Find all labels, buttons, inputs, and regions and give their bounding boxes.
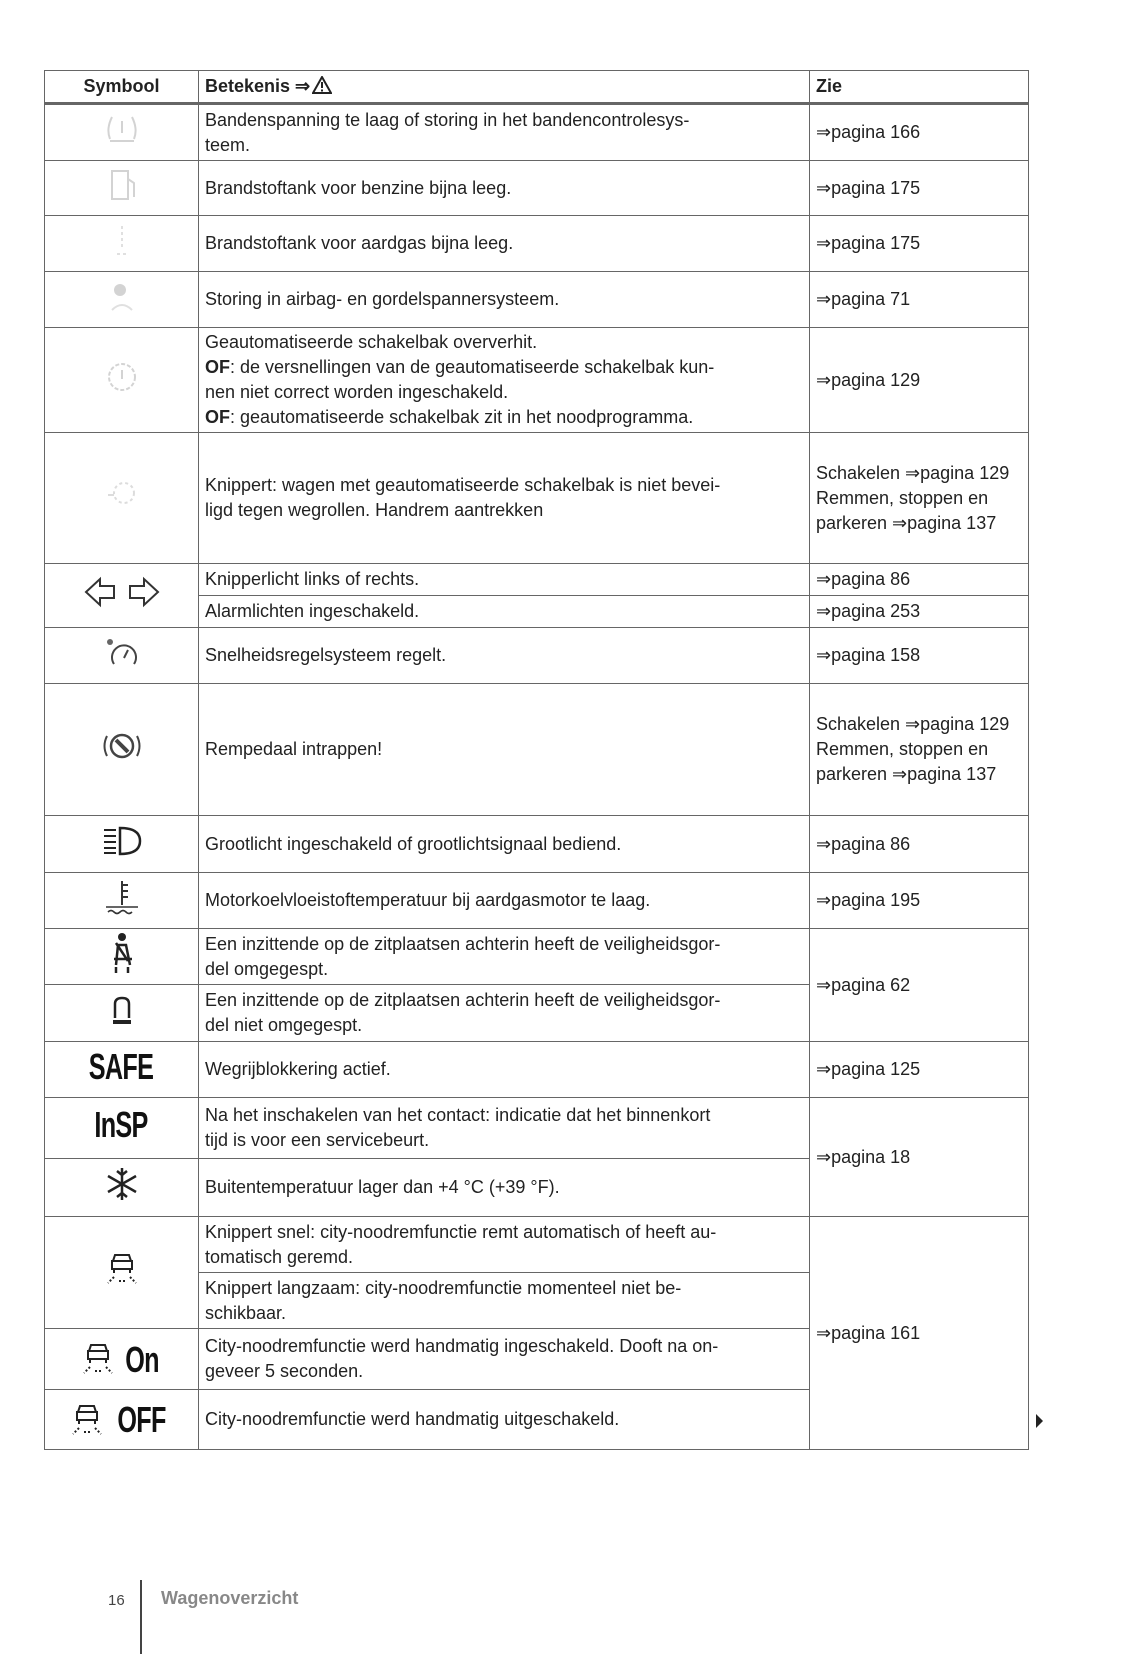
symbol-cell (45, 1159, 199, 1217)
symbol-cell (45, 628, 199, 684)
meaning-cell (199, 1042, 810, 1098)
meaning-text: Buitentemperatuur lager dan +4 °C (+39 °F). (205, 1177, 560, 1197)
high-beam-icon (100, 823, 144, 859)
gas-tank-icon (107, 220, 137, 260)
meaning-text: City-noodremfunctie werd handmatig uitgeschakeld. (205, 1409, 620, 1429)
table-header (45, 71, 1029, 104)
continue-arrow-icon (1036, 1414, 1043, 1428)
meaning-text: Brandstoftank voor aardgas bijna leeg. (205, 233, 514, 253)
table-row (45, 104, 1029, 161)
symbol-cell (45, 161, 199, 216)
symbol-cell (45, 328, 199, 433)
meaning-cell (199, 104, 810, 161)
symbol-cell (45, 564, 199, 628)
airbag-icon (104, 276, 140, 316)
see-cell (810, 816, 1029, 873)
meaning-text: Rempedaal intrappen! (205, 739, 383, 759)
cruise-control-icon (100, 632, 144, 672)
brake-pedal-icon (100, 726, 144, 766)
page-reference-link[interactable]: ⇒pagina 129 (816, 369, 921, 390)
symbol-cell (45, 816, 199, 873)
meaning-text: ligd tegen wegrollen. Handrem aantrekken (205, 500, 544, 520)
see-cell (810, 328, 1029, 433)
meaning-text: Alarmlichten ingeschakeld. (205, 601, 420, 621)
meaning-text (205, 355, 803, 380)
meaning-cell (199, 272, 810, 328)
meaning-cell (199, 816, 810, 873)
meaning-text: Snelheidsregelsysteem regelt. (205, 645, 447, 665)
symbol-cell (45, 1217, 199, 1329)
meaning-text: Een inzittende op de zitplaatsen achterin heeft de veiligheidsgor- (205, 933, 721, 954)
meaning-text: Knippert: wagen met geautomatiseerde schakelbak is niet bevei- (205, 475, 721, 495)
meaning-cell (199, 161, 810, 216)
page-reference-link[interactable]: ⇒pagina 86 (816, 569, 911, 589)
symbol-cell (45, 873, 199, 929)
table-row (45, 433, 1029, 564)
seatbelt-fastened-icon (104, 931, 140, 975)
table-row (45, 1217, 1029, 1273)
page-reference-link[interactable]: ⇒pagina 175 (816, 233, 921, 253)
meaning-cell (199, 1273, 810, 1329)
off-symbol: OFF (117, 1399, 166, 1440)
see-cell (810, 104, 1029, 161)
see-cell (810, 684, 1029, 816)
meaning-text: tijd is voor een servicebeurt. (205, 1130, 430, 1150)
table-row (45, 816, 1029, 873)
section-title: Wagenoverzicht (161, 1588, 299, 1608)
see-cell (810, 929, 1029, 1042)
page-reference-link[interactable]: Remmen, stoppen en parkeren ⇒pagina 137 (816, 487, 997, 533)
table-row (45, 161, 1029, 216)
page-reference-link[interactable]: ⇒pagina 158 (816, 645, 921, 665)
meaning-cell (199, 216, 810, 272)
see-cell (810, 272, 1029, 328)
meaning-text: Knippert snel: city-noodremfunctie remt automatisch of heeft au- (205, 1221, 717, 1242)
meaning-text: Grootlicht ingeschakeld of grootlichtsignaal bediend. (205, 833, 622, 854)
meaning-cell (199, 1217, 810, 1273)
table-row (45, 216, 1029, 272)
safe-symbol: SAFE (89, 1045, 154, 1087)
meaning-text: schikbaar. (205, 1302, 287, 1323)
meaning-text: Storing in airbag- en gordelspannersysteem. (205, 289, 560, 309)
table-row (45, 1042, 1029, 1098)
meaning-text: Bandenspanning te laag of storing in het bandencontrolesys- (205, 109, 690, 130)
symbol-cell (45, 104, 199, 161)
symbol-cell (45, 1098, 199, 1159)
gearbox-warning-icon (102, 357, 142, 397)
on-symbol: On (124, 1338, 159, 1380)
see-cell (810, 564, 1029, 596)
table-row (45, 328, 1029, 433)
table-row (45, 873, 1029, 929)
table-row (45, 684, 1029, 816)
symbol-cell (45, 929, 199, 985)
page-reference-link[interactable]: Schakelen ⇒pagina 129 (816, 714, 1010, 734)
meaning-text: Knipperlicht links of rechts. (205, 569, 420, 589)
table-row (45, 929, 1029, 985)
meaning-text: Na het inschakelen van het contact: indicatie dat het binnenkort (205, 1105, 711, 1125)
meaning-cell (199, 628, 810, 684)
city-emergency-brake-icon (67, 1402, 107, 1438)
meaning-text: nen niet correct worden ingeschakeld. (205, 382, 509, 402)
or-label: OF (205, 407, 230, 427)
see-cell (810, 628, 1029, 684)
page-reference-link[interactable]: ⇒pagina 166 (816, 122, 921, 142)
table-row (45, 628, 1029, 684)
inspection-symbol: InSP (94, 1104, 149, 1145)
meaning-cell (199, 684, 810, 816)
or-label: OF (205, 357, 230, 377)
meaning-text-part: : geautomatiseerde schakelbak zit in het noodprogramma. (230, 407, 694, 427)
table-row (45, 272, 1029, 328)
table-row (45, 564, 1029, 596)
page-reference-link[interactable]: ⇒pagina 86 (816, 833, 911, 854)
turn-signal-arrows-icon (82, 572, 162, 612)
see-cell (810, 1042, 1029, 1098)
see-cell (810, 433, 1029, 564)
meaning-text: tomatisch geremd. (205, 1246, 354, 1267)
page-reference-link[interactable]: Schakelen ⇒pagina 129 (816, 462, 1010, 483)
meaning-cell (199, 985, 810, 1042)
tire-pressure-icon (102, 109, 142, 149)
page-reference-link[interactable]: Remmen, stoppen en parkeren ⇒pagina 137 (816, 739, 997, 784)
symbol-table (44, 70, 1029, 1450)
warning-triangle-icon (312, 76, 332, 94)
city-emergency-brake-icon (78, 1341, 118, 1377)
meaning-text: Knippert langzaam: city-noodremfunctie momenteel niet be- (205, 1277, 682, 1298)
symbol-cell (45, 684, 199, 816)
header-see: Zie (810, 71, 1029, 104)
city-emergency-brake-icon (102, 1251, 142, 1287)
meaning-cell (199, 873, 810, 929)
page-reference-link[interactable]: ⇒pagina 18 (816, 1146, 911, 1167)
fuel-tank-icon (104, 165, 140, 205)
header-symbol: Symbool (45, 71, 199, 104)
footer-divider (140, 1580, 142, 1654)
meaning-cell (199, 1329, 810, 1390)
symbol-cell (45, 1390, 199, 1450)
symbol-cell (45, 1329, 199, 1390)
page-reference-link[interactable]: ⇒pagina 253 (816, 601, 921, 621)
snowflake-icon (104, 1164, 140, 1204)
meaning-cell (199, 433, 810, 564)
meaning-text (205, 405, 803, 430)
meaning-text: City-noodremfunctie werd handmatig ingeschakeld. Dooft na on- (205, 1336, 719, 1356)
page-reference-link[interactable]: ⇒pagina 175 (816, 177, 921, 198)
meaning-text: del niet omgegespt. (205, 1015, 363, 1035)
page-reference-link[interactable]: ⇒pagina 62 (816, 974, 911, 995)
coolant-temperature-icon (100, 877, 144, 917)
meaning-text: teem. (205, 134, 251, 155)
meaning-text: Wegrijblokkering actief. (205, 1059, 391, 1079)
meaning-text: Geautomatiseerde schakelbak oververhit. (205, 332, 538, 352)
symbol-cell (45, 1042, 199, 1098)
page-reference-link[interactable]: ⇒pagina 161 (816, 1322, 921, 1343)
symbol-cell (45, 433, 199, 564)
seat-unfastened-icon (107, 992, 137, 1028)
meaning-cell (199, 929, 810, 985)
page-reference-link[interactable]: ⇒pagina 71 (816, 289, 911, 309)
meaning-text-part: : de versnellingen van de geautomatiseerde schakelbak kun- (230, 357, 715, 377)
gearbox-rollaway-icon (102, 475, 142, 515)
header-meaning (199, 71, 810, 104)
meaning-text: geveer 5 seconden. (205, 1361, 364, 1381)
meaning-text: del omgegespt. (205, 958, 329, 979)
symbol-cell (45, 272, 199, 328)
see-cell (810, 873, 1029, 929)
meaning-cell (199, 564, 810, 596)
meaning-cell (199, 1390, 810, 1450)
header-meaning-label: Betekenis ⇒ (205, 76, 311, 96)
see-cell (810, 596, 1029, 628)
meaning-cell (199, 328, 810, 433)
see-cell (810, 216, 1029, 272)
page-reference-link[interactable]: ⇒pagina 195 (816, 890, 921, 910)
meaning-cell (199, 1098, 810, 1159)
meaning-text: Motorkoelvloeistoftemperatuur bij aardgasmotor te laag. (205, 890, 651, 910)
page-number: 16 (108, 1592, 125, 1609)
meaning-text: Een inzittende op de zitplaatsen achterin heeft de veiligheidsgor- (205, 990, 721, 1010)
symbol-cell (45, 985, 199, 1042)
meaning-text: Brandstoftank voor benzine bijna leeg. (205, 177, 512, 198)
see-cell (810, 1098, 1029, 1217)
meaning-cell (199, 596, 810, 628)
see-cell (810, 1217, 1029, 1450)
page-reference-link[interactable]: ⇒pagina 125 (816, 1059, 921, 1079)
meaning-cell (199, 1159, 810, 1217)
see-cell (810, 161, 1029, 216)
table-row (45, 1098, 1029, 1159)
symbol-cell (45, 216, 199, 272)
